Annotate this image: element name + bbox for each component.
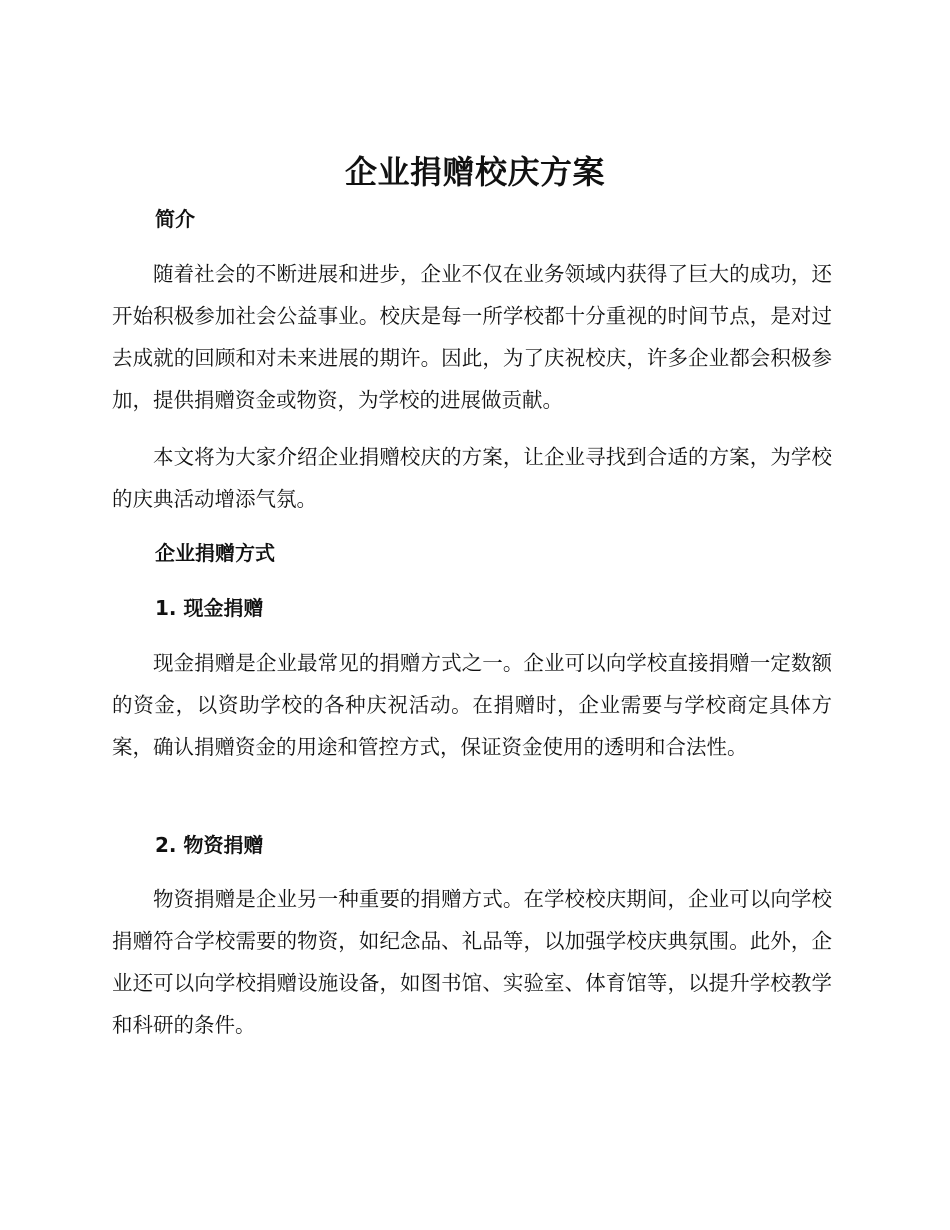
paragraph-goods-donation: 物资捐赠是企业另一种重要的捐赠方式。在学校校庆期间，企业可以向学校捐赠符合学校需要的物资，如纪念品、礼品等，以加强学校庆典氛围。此外，企业还可以向学校捐赠设施设备，如图书馆、实验室、体育馆等，以提升学校教学和科研的条件。 [112, 887, 832, 1037]
paragraph-cash-donation: 现金捐赠是企业最常见的捐赠方式之一。企业可以向学校直接捐赠一定数额的资金，以资助学校的各种庆祝活动。在捐赠时，企业需要与学校商定具体方案，确认捐赠资金的用途和管控方式，保证资金使用的透明和合法性。 [112, 651, 832, 759]
section-heading-intro: 简介 [155, 207, 195, 231]
section-heading-methods: 企业捐赠方式 [155, 541, 275, 565]
document-title: 企业捐赠校庆方案 [344, 153, 605, 191]
paragraph-intro-1: 随着社会的不断进展和进步，企业不仅在业务领域内获得了巨大的成功，还开始积极参加社会公益事业。校庆是每一所学校都十分重视的时间节点，是对过去成就的回顾和对未来进展的期许。因此，为了庆祝校庆，许多企业都会积极参加，提供捐赠资金或物资，为学校的进展做贡献。 [112, 262, 832, 412]
subheading-goods-donation: 2. 物资捐赠 [155, 833, 264, 857]
paragraph-intro-2: 本文将为大家介绍企业捐赠校庆的方案，让企业寻找到合适的方案，为学校的庆典活动增添气氛。 [112, 445, 832, 511]
subheading-cash-donation: 1. 现金捐赠 [155, 596, 264, 620]
